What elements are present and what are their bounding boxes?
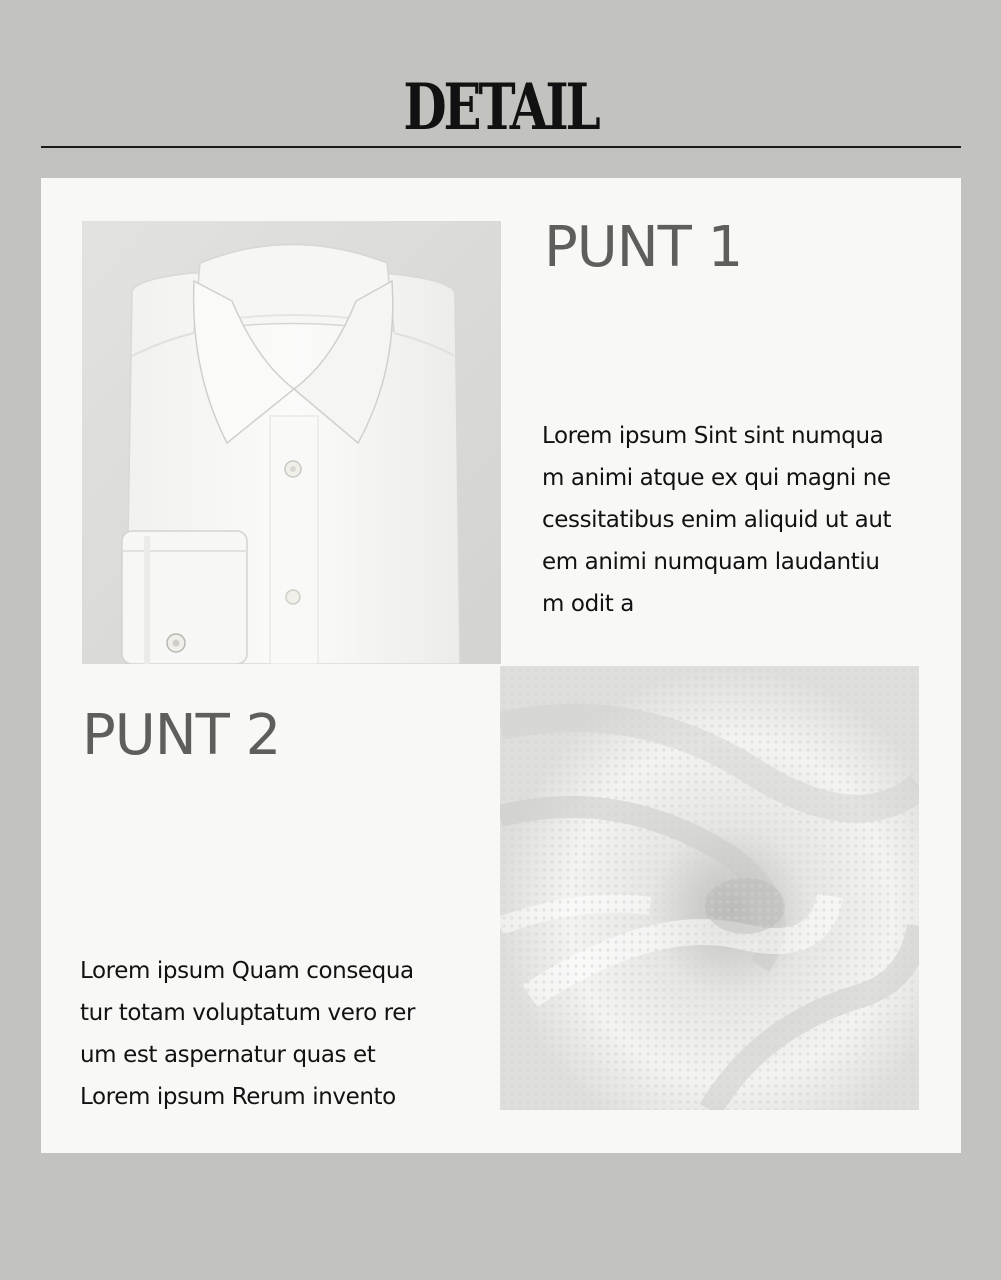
page-title: DETAIL xyxy=(403,70,598,145)
section-1-line: m odit a xyxy=(542,591,635,617)
section-2-line: Lorem ipsum Quam consequa xyxy=(80,958,414,984)
section-1-heading: PUNT 1 xyxy=(544,215,743,280)
shirt-photo xyxy=(82,221,501,664)
title-divider xyxy=(41,146,961,148)
section-1-text xyxy=(542,415,932,625)
section-2-line: tur totam voluptatum vero rer xyxy=(80,1000,416,1026)
section-1-line: cessitatibus enim aliquid ut aut xyxy=(542,507,892,533)
section-2-line: Lorem ipsum Rerum invento xyxy=(80,1084,396,1110)
fabric-photo xyxy=(500,666,919,1110)
section-1-line: em animi numquam laudantiu xyxy=(542,549,880,575)
section-1-line: m animi atque ex qui magni ne xyxy=(542,465,891,491)
section-2-text xyxy=(80,950,480,1118)
section-2-line: um est aspernatur quas et xyxy=(80,1042,376,1068)
detail-card xyxy=(41,178,961,1153)
section-2-heading: PUNT 2 xyxy=(82,703,281,768)
section-1-line: Lorem ipsum Sint sint numqua xyxy=(542,423,884,449)
